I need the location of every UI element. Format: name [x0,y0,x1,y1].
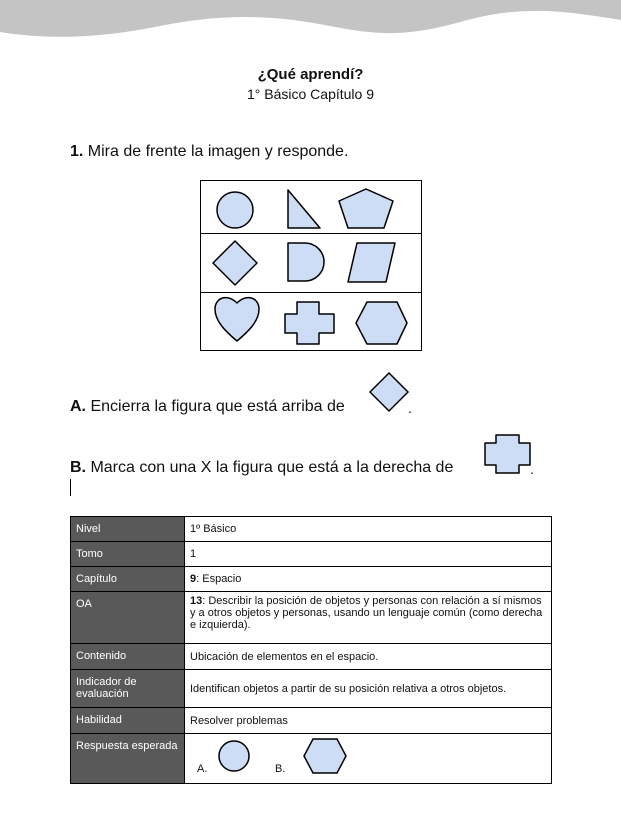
circle-icon[interactable] [217,192,253,228]
table-row [71,542,552,567]
question-b-period: . [530,461,534,477]
row-value: Ubicación de elementos en el espacio. [185,644,552,670]
question-a-text: Encierra la figura que está arriba de [90,398,345,415]
row-label: Indicador de evaluación [71,670,185,708]
parallelogram-icon[interactable] [348,243,395,282]
row-label: Respuesta esperada [71,734,185,784]
row-label: Contenido [71,644,185,670]
question-b [70,459,453,477]
oa-number: 13 [190,595,203,607]
hexagon-icon[interactable] [356,302,407,344]
row-label: OA [71,592,185,644]
question-b-text: Marca con una X la figura que está a la derecha de [90,459,454,476]
chapter-number: 9 [190,573,197,585]
table-row [71,670,552,708]
pentagon-icon[interactable] [339,189,393,228]
oa-description: : Describir la posición de objetos y personas con relación a sí mismos y a otros objetos y personas, usando un lenguaje común (como derecha e izquierda). [190,595,543,631]
question-number: 1. [70,143,84,160]
heart-icon[interactable] [215,298,259,341]
right-triangle-icon[interactable] [288,190,320,228]
row-value [185,734,552,784]
row-label: Habilidad [71,708,185,734]
row-label: Nivel [71,517,185,542]
question-b-letter: B. [70,459,86,476]
row-label: Tomo [71,542,185,567]
table-row [71,517,552,542]
question-a-period: . [408,400,412,416]
table-row [71,567,552,592]
table-row [71,644,552,670]
answer-b-label: B. [275,763,286,775]
chapter-name: : Espacio [196,573,242,585]
question-a [70,398,345,416]
d-shape-icon[interactable] [288,243,324,281]
page-subtitle: 1° Básico Capítulo 9 [246,86,374,102]
row-value [185,567,552,592]
diamond-icon[interactable] [213,241,257,285]
text-cursor [70,479,71,496]
row-value: Resolver problemas [185,708,552,734]
row-label: Capítulo [71,567,185,592]
hexagon-icon [302,737,348,775]
answer-a-label: A. [197,763,208,775]
question-a-letter: A. [70,398,86,415]
table-row [71,592,552,644]
row-value: 1º Básico [185,517,552,542]
row-value: 1 [185,542,552,567]
page-title: ¿Qué aprendí? [257,66,364,83]
row-value [185,592,552,644]
circle-icon [216,738,252,774]
header-wave [0,0,621,60]
diamond-icon [368,371,410,413]
cross-icon [483,433,533,475]
table-row [71,734,552,784]
row-value: Identifican objetos a partir de su posición relativa a otros objetos. [185,670,552,708]
question-1 [70,143,348,161]
table-row [71,708,552,734]
info-table [70,516,552,784]
question-text: Mira de frente la imagen y responde. [87,143,349,160]
shapes-grid [200,180,422,351]
cross-icon[interactable] [285,302,334,344]
